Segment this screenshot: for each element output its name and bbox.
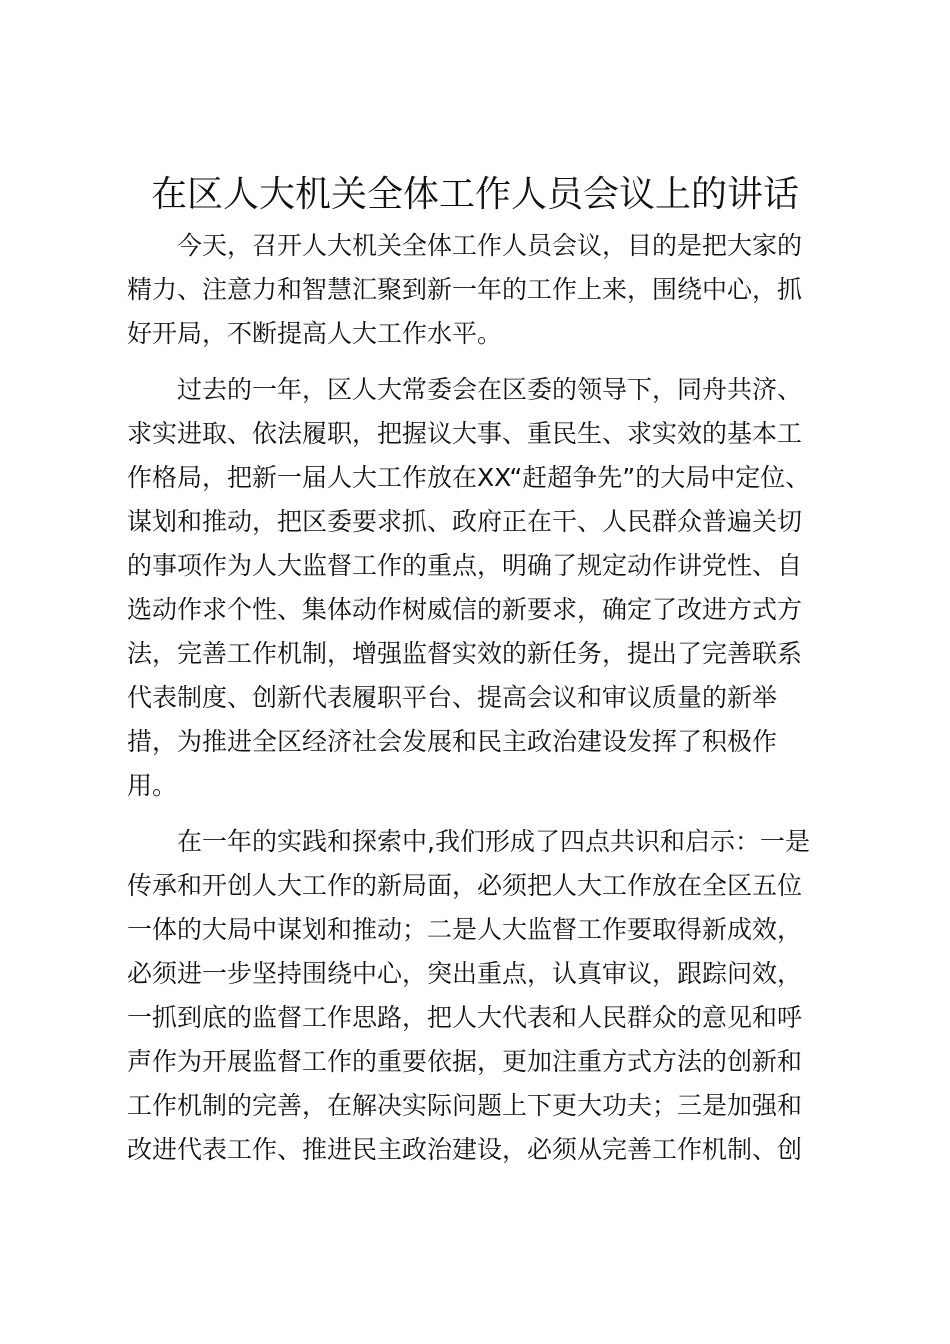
text-line: 精力、注意力和智慧汇聚到新一年的工作上来，围绕中心，抓 bbox=[127, 275, 803, 304]
text-line: 在一年的实践和探索中,我们形成了四点共识和启示：一是 bbox=[177, 827, 810, 856]
text-line: 好开局，不断提高人大工作水平。 bbox=[127, 319, 503, 348]
text-line: 改进代表工作、推进民主政治建设，必须从完善工作机制、创 bbox=[127, 1135, 803, 1164]
text-line: 过去的一年，区人大常委会在区委的领导下，同舟共济、 bbox=[177, 375, 803, 404]
text-line: 一体的大局中谋划和推动；二是人大监督工作要取得新成效， bbox=[127, 915, 803, 944]
text-line: 措，为推进全区经济社会发展和民主政治建设发挥了积极作 bbox=[127, 727, 778, 756]
text-line: 必须进一步坚持围绕中心，突出重点，认真审议，跟踪问效， bbox=[127, 959, 803, 988]
text-line: 的事项作为人大监督工作的重点，明确了规定动作讲党性、自 bbox=[127, 551, 803, 580]
text-line: 代表制度、创新代表履职平台、提高会议和审议质量的新举 bbox=[127, 683, 778, 712]
text-line: 工作机制的完善，在解决实际问题上下更大功夫；三是加强和 bbox=[127, 1091, 803, 1120]
paragraph-2 bbox=[127, 368, 827, 808]
text-line: 法，完善工作机制，增强监督实效的新任务，提出了完善联系 bbox=[127, 639, 803, 668]
document-body bbox=[127, 224, 827, 1172]
text-line: 声作为开展监督工作的重要依据，更加注重方式方法的创新和 bbox=[127, 1047, 803, 1076]
text-line: 用。 bbox=[127, 771, 178, 800]
text-line: 求实进取、依法履职，把握议大事、重民生、求实效的基本工 bbox=[127, 419, 803, 448]
document-title: 在区人大机关全体工作人员会议上的讲话 bbox=[150, 174, 799, 215]
paragraph-1 bbox=[127, 224, 827, 356]
text-line: 谋划和推动，把区委要求抓、政府正在干、人民群众普遍关切 bbox=[127, 507, 803, 536]
paragraph-3 bbox=[127, 820, 827, 1172]
text-line: 传承和开创人大工作的新局面，必须把人大工作放在全区五位 bbox=[127, 871, 803, 900]
text-line: 选动作求个性、集体动作树威信的新要求，确定了改进方式方 bbox=[127, 595, 803, 624]
text-line: 一抓到底的监督工作思路，把人大代表和人民群众的意见和呼 bbox=[127, 1003, 803, 1032]
text-line: 今天，召开人大机关全体工作人员会议，目的是把大家的 bbox=[177, 231, 803, 260]
text-line: 作格局，把新一届人大工作放在XX“赶超争先”的大局中定位、 bbox=[127, 463, 811, 492]
